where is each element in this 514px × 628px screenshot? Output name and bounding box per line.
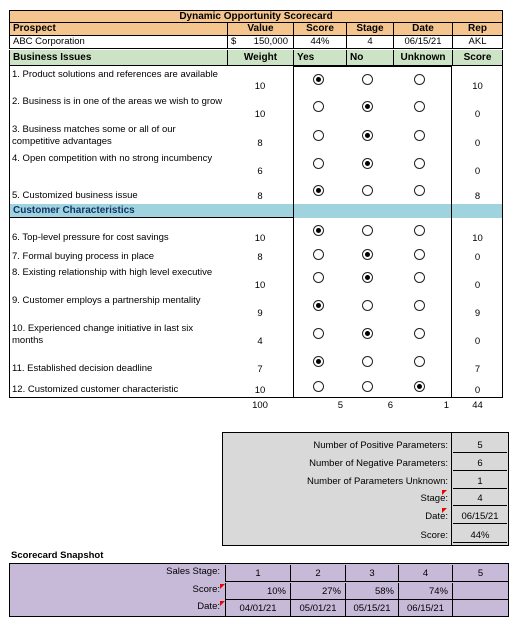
question-text: 8. Existing relationship with high level executive (12, 267, 213, 278)
radio-unknown[interactable] (414, 225, 425, 236)
radio-no[interactable] (362, 101, 373, 112)
col-header-stage: Stage (346, 23, 393, 36)
question-text: 12. Customized customer characteristic (12, 384, 179, 395)
snapshot-cell: 58% (345, 583, 398, 600)
value-amount: 150,000 (253, 36, 288, 47)
comment-marker (442, 508, 447, 513)
snapshot-row-label: Date: (197, 601, 220, 612)
radio-yes[interactable] (313, 249, 324, 260)
summary-label: Number of Negative Parameters: (309, 458, 448, 469)
question-text: 9. Customer employs a partnership mentality (12, 295, 201, 306)
radio-yes[interactable] (313, 185, 324, 196)
question-score: 0 (474, 385, 481, 396)
currency-symbol: $ (231, 36, 237, 47)
radio-unknown[interactable] (414, 249, 425, 260)
summary-value: 1 (453, 476, 507, 489)
radio-yes[interactable] (313, 300, 324, 311)
radio-yes[interactable] (313, 130, 324, 141)
summary-label: Number of Positive Parameters: (313, 440, 448, 451)
snapshot-cell: 27% (290, 583, 345, 600)
question-weight[interactable]: 8 (257, 191, 263, 202)
snapshot-cell: 10% (225, 583, 290, 600)
snapshot-cell: 74% (398, 583, 452, 600)
radio-unknown[interactable] (414, 101, 425, 112)
snapshot-cell: 1 (225, 565, 290, 582)
radio-no[interactable] (362, 356, 373, 367)
col-header-prospect: Prospect (9, 23, 227, 36)
question-weight[interactable]: 8 (257, 252, 263, 263)
question-text: 3. Business matches some or all of our competitive advantages (12, 124, 176, 147)
radio-no[interactable] (362, 381, 373, 392)
radio-yes[interactable] (313, 356, 324, 367)
question-weight[interactable]: 6 (257, 166, 263, 177)
question-text: 11. Established decision deadline (12, 363, 153, 374)
value-field[interactable] (227, 36, 293, 49)
question-weight[interactable]: 10 (254, 280, 266, 291)
question-text: 5. Customized business issue (12, 190, 138, 201)
summary-value: 5 (453, 440, 507, 453)
radio-yes[interactable] (313, 381, 324, 392)
comment-marker (220, 601, 225, 606)
header-stage-value: 4 (346, 36, 393, 49)
snapshot-cell: 06/15/21 (398, 600, 452, 617)
question-weight[interactable]: 8 (257, 138, 263, 149)
section-business-issues: Business Issues (9, 50, 227, 66)
radio-yes[interactable] (313, 225, 324, 236)
radio-no[interactable] (362, 185, 373, 196)
snapshot-cell (452, 600, 508, 617)
question-text: 7. Formal buying process in place (12, 251, 155, 262)
question-text: 6. Top-level pressure for cost savings (12, 232, 169, 243)
summary-value: 4 (453, 493, 507, 506)
radio-unknown[interactable] (414, 74, 425, 85)
radio-no[interactable] (362, 328, 373, 339)
radio-no[interactable] (362, 300, 373, 311)
comment-marker (442, 490, 447, 495)
customer-band-fill-end (452, 204, 503, 218)
radio-no[interactable] (362, 130, 373, 141)
total-yes: 5 (337, 400, 343, 411)
total-no: 6 (387, 400, 393, 411)
col-header-date: Date (393, 23, 452, 36)
question-score: 10 (472, 81, 483, 92)
scorecard-title: Dynamic Opportunity Scorecard (9, 10, 503, 23)
snapshot-title: Scorecard Snapshot (11, 550, 104, 561)
snapshot-row-label: Sales Stage: (166, 566, 220, 577)
summary-value: 44% (453, 530, 507, 543)
question-score: 0 (474, 138, 481, 149)
radio-no[interactable] (362, 74, 373, 85)
radio-unknown[interactable] (414, 300, 425, 311)
snapshot-cell: 4 (398, 565, 452, 582)
question-weight[interactable]: 7 (257, 364, 263, 375)
question-weight[interactable]: 10 (254, 81, 266, 92)
radio-no[interactable] (362, 272, 373, 283)
col-header-no: No (346, 50, 393, 66)
col-header-weight: Weight (227, 50, 293, 66)
snapshot-row-label: Score: (192, 584, 220, 595)
snapshot-cell: 04/01/21 (225, 600, 290, 617)
header-rep-value[interactable]: AKL (452, 36, 503, 49)
summary-label: Stage: (420, 493, 448, 504)
question-score: 9 (474, 308, 481, 319)
comment-marker (220, 584, 225, 589)
question-score: 0 (474, 252, 481, 263)
total-unknown: 1 (443, 400, 449, 411)
question-weight[interactable]: 4 (257, 336, 263, 347)
snapshot-cell: 5 (452, 565, 508, 582)
col-header-row-score: Score (452, 50, 503, 66)
question-weight[interactable]: 10 (254, 385, 266, 396)
question-text: 10. Experienced change initiative in last six months (12, 323, 194, 346)
header-score-value: 44% (293, 36, 346, 49)
col-header-rep: Rep (452, 23, 503, 36)
question-score: 0 (474, 336, 481, 347)
summary-label: Number of Parameters Unknown: (307, 476, 448, 487)
question-weight[interactable]: 10 (254, 109, 266, 120)
col-header-value: Value (227, 23, 293, 36)
radio-yes[interactable] (313, 158, 324, 169)
question-score: 8 (474, 191, 481, 202)
col-header-yes: Yes (293, 50, 346, 66)
summary-value: 06/15/21 (453, 511, 507, 524)
radio-unknown[interactable] (414, 185, 425, 196)
col-header-score: Score (293, 23, 346, 36)
question-score: 0 (474, 109, 481, 120)
header-date-value: 06/15/21 (393, 36, 452, 49)
customer-band-fill (293, 204, 452, 218)
question-score: 0 (474, 280, 481, 291)
question-text: 2. Business is in one of the areas we wish to grow (12, 96, 223, 107)
question-score: 10 (472, 233, 483, 244)
radio-yes[interactable] (313, 272, 324, 283)
radio-unknown[interactable] (414, 356, 425, 367)
radio-yes[interactable] (313, 101, 324, 112)
radio-unknown[interactable] (414, 158, 425, 169)
question-score: 0 (474, 166, 481, 177)
radio-no[interactable] (362, 225, 373, 236)
radio-no[interactable] (362, 158, 373, 169)
radio-yes[interactable] (313, 328, 324, 339)
total-weight: 100 (252, 400, 268, 411)
summary-value: 6 (453, 458, 507, 471)
snapshot-cell: 3 (345, 565, 398, 582)
col-header-unknown: Unknown (393, 50, 452, 66)
section-customer-characteristics: Customer Characteristics (9, 204, 293, 218)
summary-label: Date: (425, 511, 448, 522)
question-weight[interactable]: 10 (254, 233, 266, 244)
snapshot-cell: 2 (290, 565, 345, 582)
snapshot-cell: 05/15/21 (345, 600, 398, 617)
radio-unknown[interactable] (414, 272, 425, 283)
radio-unknown[interactable] (414, 130, 425, 141)
summary-label: Score: (420, 530, 448, 541)
radio-yes[interactable] (313, 74, 324, 85)
question-weight[interactable]: 9 (257, 308, 263, 319)
radio-unknown[interactable] (414, 381, 425, 392)
radio-no[interactable] (362, 249, 373, 260)
snapshot-cell: 05/01/21 (290, 600, 345, 617)
question-text: 4. Open competition with no strong incumbency (12, 153, 213, 164)
snapshot-cell (452, 583, 508, 600)
prospect-name[interactable]: ABC Corporation (9, 36, 227, 49)
radio-unknown[interactable] (414, 328, 425, 339)
question-text: 1. Product solutions and references are available (12, 69, 218, 80)
total-score: 44 (472, 400, 483, 411)
question-score: 7 (474, 364, 481, 375)
